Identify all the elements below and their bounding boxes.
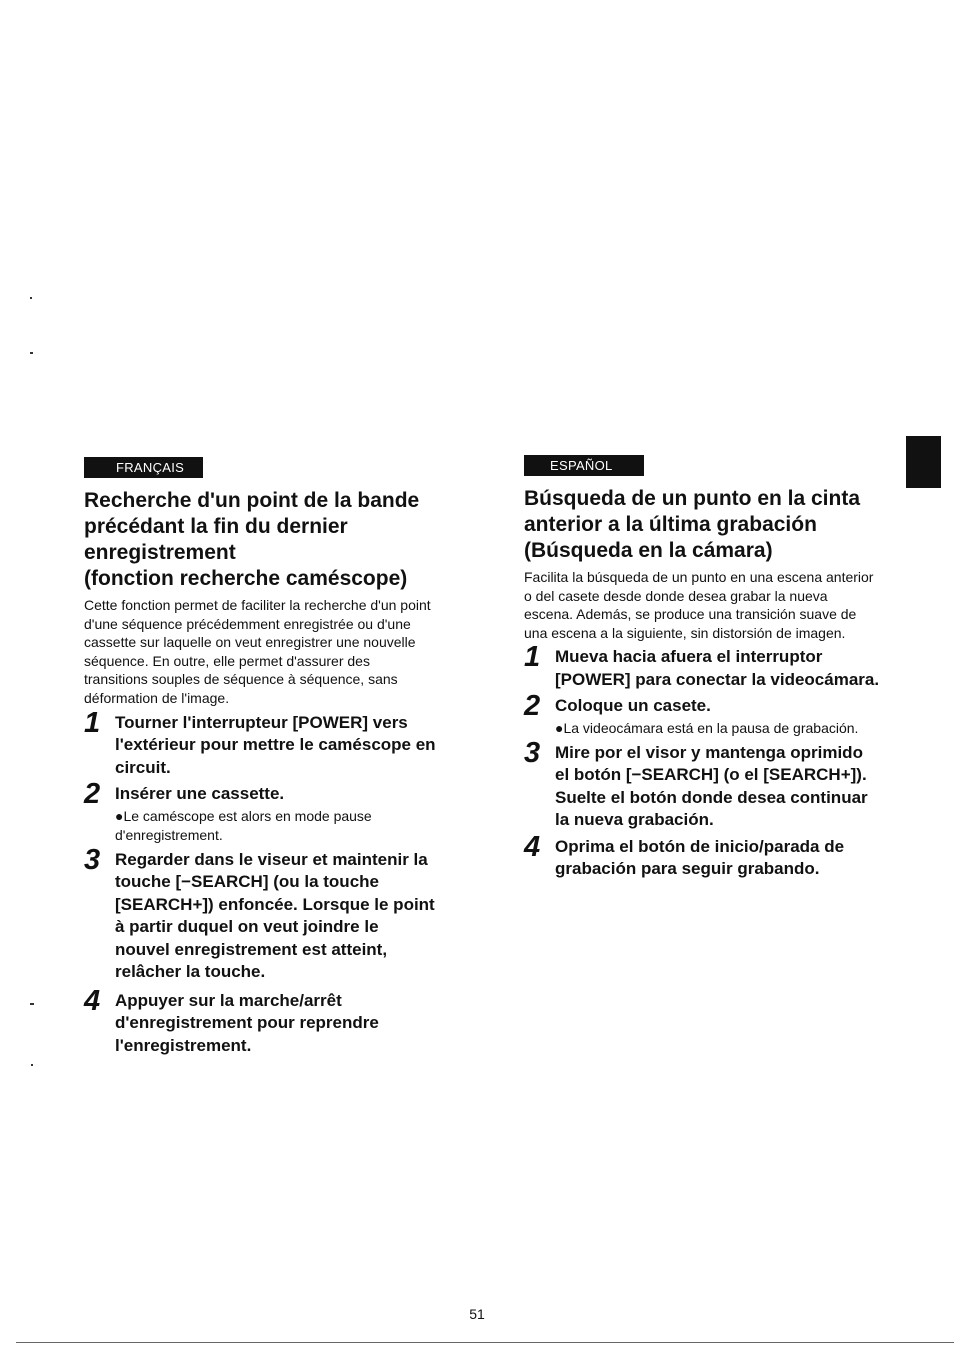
step-text (115, 712, 469, 780)
spanish-step-2 (524, 690, 904, 738)
step-line: l'extérieur pour mettre le caméscope en (115, 735, 436, 755)
step-number: 2 (524, 690, 541, 723)
intro-line: séquence. En outre, elle permet d'assurer des (84, 652, 370, 669)
spanish-intro (524, 568, 904, 642)
french-step-4 (84, 984, 469, 1058)
step-text (555, 695, 904, 718)
step-line: Coloque un casete. (555, 696, 711, 716)
spanish-step-3 (524, 736, 904, 832)
step-line: touche [−SEARCH] (ou la touche (115, 872, 379, 892)
step-line: à partir duquel on veut joindre le (115, 917, 379, 937)
intro-line: d'une séquence précédemment enregistrée ou d'une (84, 615, 411, 632)
title-line: Recherche d'un point de la bande (84, 489, 420, 512)
spanish-title (524, 486, 904, 564)
step-line: [SEARCH+]) enfoncée. Lorsque le point (115, 894, 435, 914)
step-line: Mire por el visor y mantenga oprimido (555, 742, 863, 762)
step-line: l'enregistrement. (115, 1035, 252, 1055)
french-step-2 (84, 778, 469, 845)
spanish-step-1 (524, 641, 904, 691)
title-line: Búsqueda de un punto en la cinta (524, 487, 861, 510)
language-tag-french: FRANÇAIS (84, 457, 203, 478)
step-text (115, 849, 469, 984)
step-line: relâcher la touche. (115, 962, 266, 982)
step-line: [POWER] para conectar la videocámara. (555, 669, 880, 689)
step-line: Suelte el botón donde desea continuar (555, 787, 868, 807)
step-text (555, 742, 904, 832)
title-line: précédant la fin du dernier (84, 515, 348, 538)
scan-mark (30, 297, 32, 299)
intro-line: transitions souples de séquence à séquence, sans (84, 671, 398, 688)
note-line: ●La videocámara está en la pausa de grabación. (555, 719, 859, 736)
step-number: 1 (84, 706, 101, 739)
step-text (115, 783, 469, 806)
step-number: 4 (524, 830, 541, 863)
section-thumb-tab (906, 436, 941, 488)
step-line: Tourner l'interrupteur [POWER] vers (115, 712, 408, 732)
title-line: (fonction recherche caméscope) (84, 567, 408, 590)
title-line: (Búsqueda en la cámara) (524, 539, 773, 562)
step-line: Appuyer sur la marche/arrêt (115, 990, 342, 1010)
intro-line: Facilita la búsqueda de un punto en una escena anterior (524, 569, 874, 585)
step-line: Insérer une cassette. (115, 784, 285, 804)
french-title (84, 488, 469, 592)
intro-line: cassette sur laquelle on veut enregistrer une nouvelle (84, 634, 416, 651)
bottom-rule (16, 1342, 954, 1343)
step-line: el botón [−SEARCH] (o el [SEARCH+]). (555, 765, 867, 785)
step-line: nouvel enregistrement est atteint, (115, 939, 388, 959)
french-step-1 (84, 706, 469, 780)
french-intro (84, 596, 469, 708)
spanish-step-4 (524, 830, 904, 881)
note-line: d'enregistrement. (115, 826, 223, 843)
step-text (115, 990, 469, 1058)
step-line: Oprima el botón de inicio/parada de (555, 836, 845, 856)
title-line: anterior a la última grabación (524, 513, 817, 536)
french-column (84, 457, 469, 1057)
step-number: 4 (84, 984, 101, 1017)
intro-line: o del casete desde donde desea grabar la nueva (524, 587, 828, 604)
step-number: 3 (84, 843, 101, 876)
step-note (555, 719, 904, 738)
intro-line: déformation de l'image. (84, 689, 230, 706)
scan-mark (31, 1064, 33, 1066)
title-line: enregistrement (84, 541, 236, 564)
language-tag-spanish: ESPAÑOL (524, 455, 644, 476)
step-line: Regarder dans le viseur et maintenir la (115, 849, 428, 869)
step-note (115, 807, 469, 845)
intro-line: Cette fonction permet de faciliter la recherche d'un point (84, 597, 431, 613)
step-line: circuit. (115, 757, 171, 777)
scan-mark (30, 1003, 34, 1005)
step-line: d'enregistrement pour reprendre (115, 1013, 379, 1033)
step-number: 1 (524, 641, 541, 674)
intro-line: una escena a la siguiente, sin distorsión de imagen. (524, 624, 846, 641)
french-step-3 (84, 843, 469, 984)
step-number: 3 (524, 736, 541, 769)
step-line: grabación para seguir grabando. (555, 859, 820, 879)
step-text (555, 646, 904, 691)
intro-line: escena. Además, se produce una transición suave de (524, 606, 857, 623)
step-number: 2 (84, 778, 101, 811)
spanish-column (524, 455, 904, 881)
note-line: ●Le caméscope est alors en mode pause (115, 807, 372, 824)
step-text (555, 836, 904, 881)
step-line: Mueva hacia afuera el interruptor (555, 647, 823, 667)
step-line: la nueva grabación. (555, 810, 714, 830)
page-number: 51 (469, 1306, 485, 1322)
scan-mark (30, 352, 33, 354)
